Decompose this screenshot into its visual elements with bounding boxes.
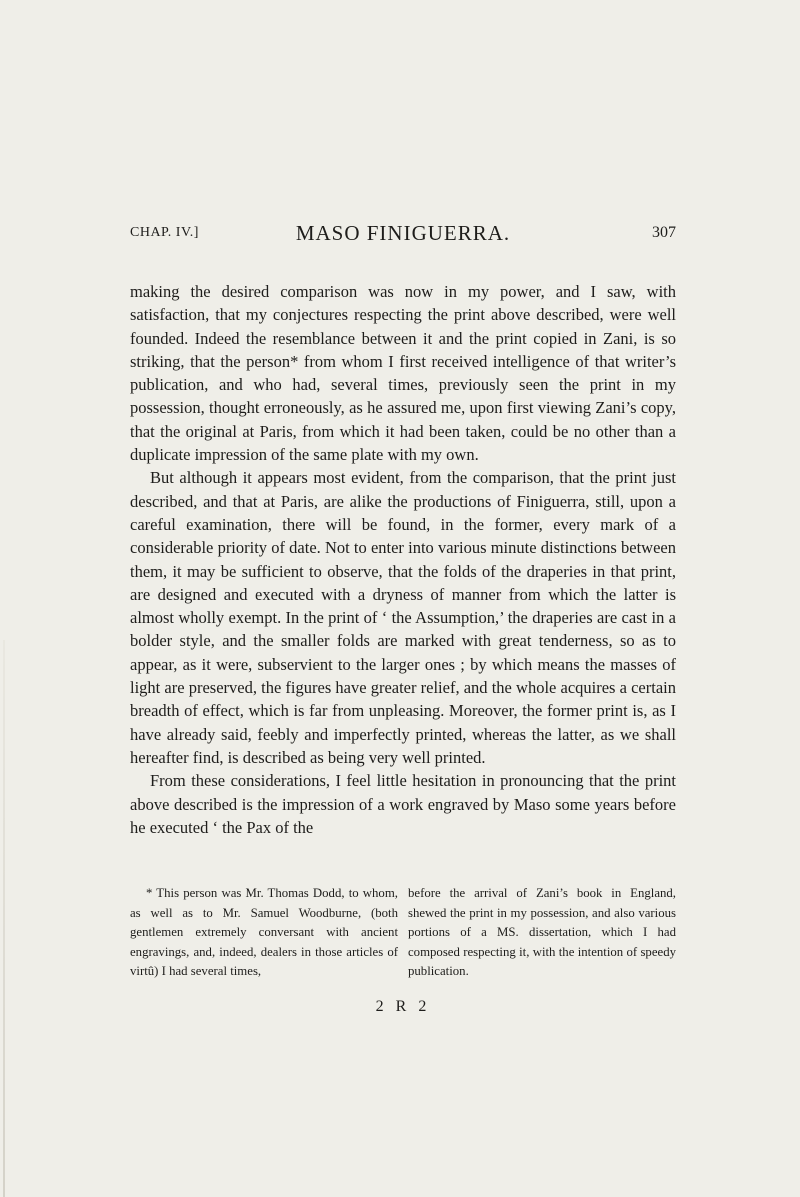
paragraph-1: making the desired comparison was now in my power, and I saw, with satisfaction, that my conjectures respecting the print above described, were well founded. Indeed the resemblance between it and the print copied in Zani, is so striking, that the person* from whom I first received intelligence of that writer’s publication, and who had, several times, previously seen the print in my possession, thought erroneously, as he assured me, upon first viewing Zani’s copy, that the original at Paris, from which it had been taken, could be no other than a duplicate impression of the same plate with my own. [130,282,676,465]
footnote-right-text: before the arrival of Zani’s book in England, shewed the print in my possession, and also various portions of a MS. dissertation, which I had composed respecting it, with the intention of speedy publication. [408,886,676,979]
page-binding-edge [3,640,5,1197]
footnote [130,884,676,982]
footnote-left-text: * This person was Mr. Thomas Dodd, to whom, as well as to Mr. Samuel Woodburne, (both gentlemen extremely conversant with ancient engravings, and, indeed, dealers in those articles of virtû) I had several times, [130,886,398,979]
signature-mark: 2 R 2 [375,998,431,1015]
footnote-left-column [130,884,398,982]
footnote-right-column [408,884,676,982]
main-text [130,280,676,839]
paragraph-2: But although it appears most evident, from the comparison, that the print just described, and that at Paris, are alike the productions of Finiguerra, still, upon a careful examination, there will be found, in the former, every mark of a considerable priority of date. Not to enter into various minute distinctions between them, it may be sufficient to observe, that the folds of the draperies in that print, are designed and executed with a dryness of manner from which the latter is almost wholly exempt. In the print of ‘ the Assumption,’ the draperies are cast in a bolder style, and the smaller folds are marked with great tenderness, so as to appear, as it were, subservient to the larger ones ; by which means the masses of light are preserved, the figures have greater relief, and the whole acquires a certain breadth of effect, which is far from unpleasing. Moreover, the former print is, as I have already said, feebly and imperfectly printed, whereas the latter, as we shall hereafter find, is described as being very well printed. [130,468,676,767]
running-title: MASO FINIGUERRA. [295,221,511,245]
page-number: 307 [652,224,676,241]
running-header [130,217,676,249]
paragraph-3: From these considerations, I feel little hesitation in pronouncing that the print above described is the impression of a work engraved by Maso some years before he executed ‘ the Pax of the [130,771,676,837]
chapter-label: CHAP. IV.] [130,225,199,240]
